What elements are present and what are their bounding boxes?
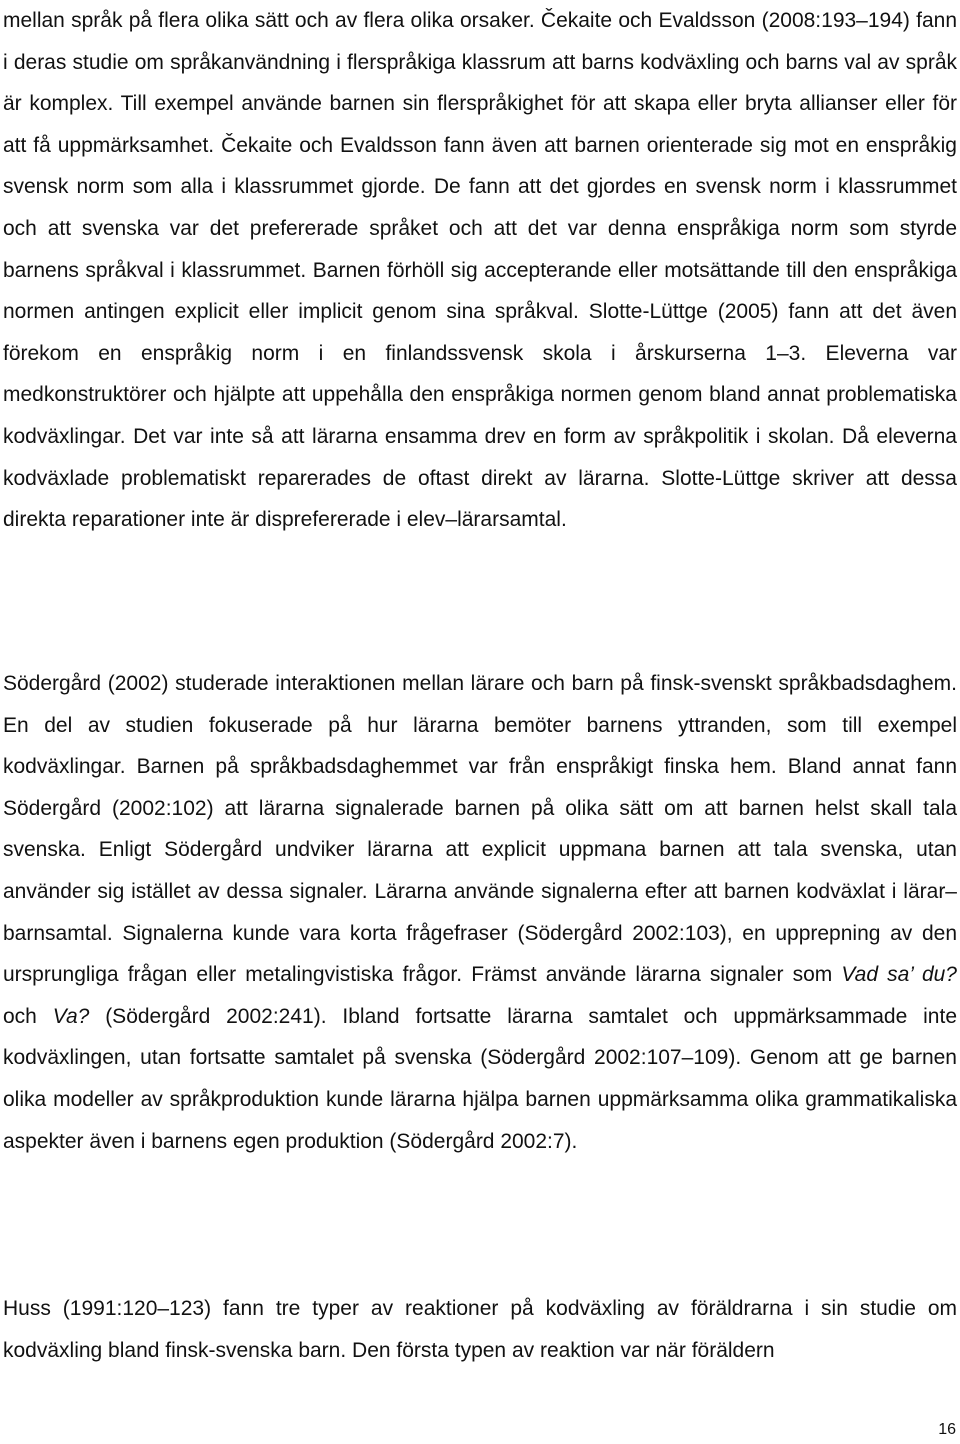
paragraph-text: mellan språk på flera olika sätt och av flera olika orsaker. Čekaite och Evaldsson (2008:193–194) fann i deras studie om språkanvändning i flerspråkiga klassrum att barns kodväxling och barns val av språk är komplex. Till exempel använde barnen sin flerspråkighet för att skapa eller bryta allianser eller för att få uppmärksamhet. Čekaite och Evaldsson fann även att barnen orienterade sig mot en enspråkig svensk norm som alla i klassrummet gjorde. De fann att det gjordes en svensk norm i klassrummet och att svenska var det prefererade språket och att det var denna enspråkiga norm som styrde barnens språkval i klassrummet. Barnen förhöll sig accepterande eller motsättande till den enspråkiga normen antingen explicit eller implicit genom sina språkval. Slotte-Lüttge (2005) fann att det även förekom en enspråkig norm i en finlandssvensk skola i årskurserna 1–3. Eleverna var medkonstruktörer och hjälpte att uppehålla den enspråkiga normen genom bland annat problematiska kodväxlingar. Det var inte så att lärarna ensamma drev en form av språkpolitik i skolan. Då eleverna kodväxlade problematiskt reparerades de oftast direkt av lärarna. Slotte-Lüttge skriver att dessa direkta reparationer inte är disprefererade i elev–lärarsamtal. <box>3 9 957 532</box>
paragraph-text: och <box>3 1004 53 1028</box>
page-number: 16 <box>938 1421 956 1438</box>
paragraph-huss-study <box>3 1288 957 1371</box>
paragraph-codeswitching-norms <box>3 0 957 541</box>
paragraph-text: Södergård (2002) studerade interaktionen mellan lärare och barn på finsk-svenskt språkbadsdaghem. En del av studien fokuserade på hur lärarna bemöter barnens yttranden, som till exempel kodväxlingar. Barnen på språkbadsdaghemmet var från enspråkigt finska hem. Bland annat fann Södergård (2002:102) att lärarna signalerade barnen på olika sätt om att barnen helst skall tala svenska. Enligt Södergård undviker lärarna att explicit uppmana barnen att tala svenska, utan använder sig istället av dessa signaler. Lärarna använde signalerna efter att barnen kodväxlat i lärar–barnsamtal. Signalerna kunde vara korta frågefraser (Södergård 2002:103), en upprepning av den ursprungliga frågan eller metalingvistiska frågor. Främst använde lärarna signaler som <box>3 672 957 987</box>
paragraph-text: (Södergård 2002:241). Ibland fortsatte lärarna samtalet och uppmärksammade inte kodväxlingen, utan fortsatte samtalet på svenska (Södergård 2002:107–109). Genom att ge barnen olika modeller av språkproduktion kunde lärarna hjälpa barnen uppmärksamma olika grammatikaliska aspekter även i barnens egen produktion (Södergård 2002:7). <box>3 1004 957 1153</box>
paragraph-sodergard-study <box>3 663 957 1162</box>
example-phrase: Va? <box>52 1004 90 1028</box>
example-phrase: Vad sa’ du? <box>841 963 957 987</box>
paragraph-text: Huss (1991:120–123) fann tre typer av reaktioner på kodväxling av föräldrarna i sin studie om kodväxling bland finsk-svenska barn. Den första typen av reaktion var när föräldern <box>3 1297 957 1362</box>
